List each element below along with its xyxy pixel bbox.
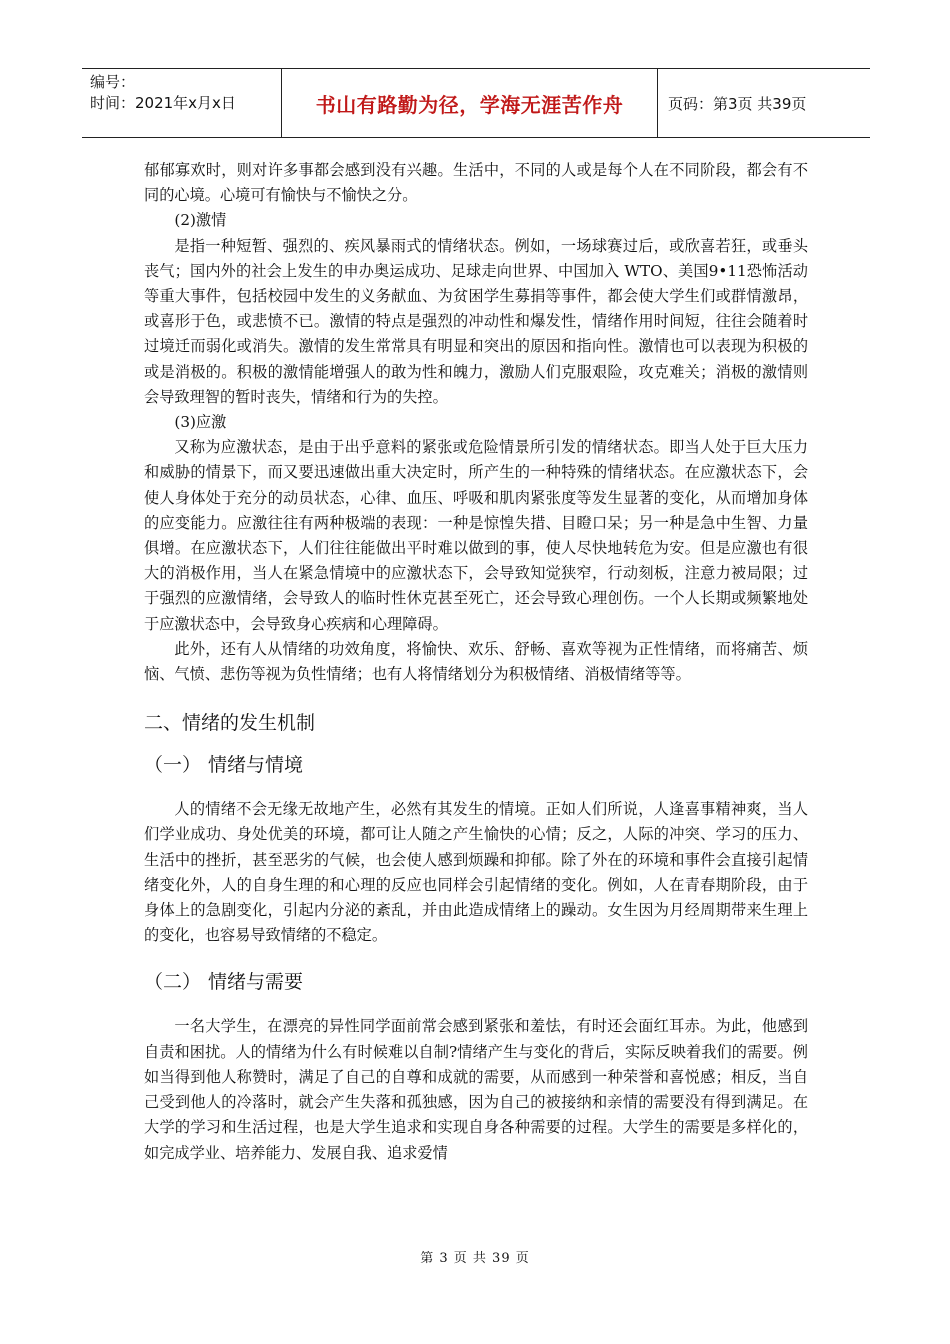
subheading-number: （一） [144,754,202,777]
page-header [82,68,870,138]
subheading-text: 情绪与情境 [208,754,304,777]
passion-paragraph: 是指一种短暂、强烈的、疾风暴雨式的情绪状态。例如，一场球赛过后，或欣喜若狂，或垂头丧气；国内外的社会上发生的申办奥运成功、足球走向世界、中国加入 WTO、美国9•11恐怖活动等重大事件，包括校园中发生的义务献血、为贫困学生募捐等事件，都会使大学生们或群情激昂，或喜形于色，或悲愤不已。激情的特点是强烈的冲动性和爆发性，情绪作用时间短，往往会随着时过境迁而弱化或消失。激情的发生常常具有明显和突出的原因和指向性。激情也可以表现为积极的或是消极的。积极的激情能增强人的敢为性和魄力，激励人们克服艰险，攻克难关；消极的激情则会导致理智的暂时丧失，情绪和行为的失控。 [144,236,808,406]
header-info-cell [82,69,282,137]
document-body [144,158,808,1166]
needs-paragraph: 一名大学生，在漂亮的异性同学面前常会感到紧张和羞怯，有时还会面红耳赤。为此，他感到自责和困扰。人的情绪为什么有时候难以自制?情绪产生与变化的背后，实际反映着我们的需要。例如当得到他人称赞时，满足了自己的自尊和成就的需要，从而感到一种荣誉和喜悦感；相反，当自己受到他人的冷落时，就会产生失落和孤独感，因为自己的被接纳和亲情的需要没有得到满足。在大学的学习和生活过程，也是大学生追求和实现自身各种需要的过程。大学生的需要是多样化的，如完成学业、培养能力、发展自我、追求爱情 [144,1017,808,1162]
subsection-title-passion: (2)激情 [174,211,227,230]
situation-paragraph: 人的情绪不会无缘无故地产生，必然有其发生的情境。正如人们所说，人逢喜事精神爽，当人们学业成功、身处优美的环境，都可让人随之产生愉快的心情；反之，人际的冲突、学习的压力、生活中的挫折，甚至恶劣的气候，也会使人感到烦躁和抑郁。除了外在的环境和事件会直接引起情绪变化外，人的自身生理的和心理的反应也同样会引起情绪的变化。例如，人在青春期阶段，由于身体上的急剧变化，引起内分泌的紊乱，并由此造成情绪上的躁动。女生因为月经周期带来生理上的变化，也容易导致情绪的不稳定。 [144,800,808,945]
intro-paragraph: 郁郁寡欢时，则对许多事都会感到没有兴趣。生活中，不同的人或是每个人在不同阶段，都会有不同的心境。心境可有愉快与不愉快之分。 [144,161,808,205]
extra-paragraph: 此外，还有人从情绪的功效角度，将愉快、欢乐、舒畅、喜欢等视为正性情绪，而将痛苦、烦恼、气愤、悲伤等视为负性情绪；也有人将情绪划分为积极情绪、消极情绪等等。 [144,639,808,684]
stress-paragraph: 又称为应激状态，是由于出乎意料的紧张或危险情景所引发的情绪状态。即当人处于巨大压力和威胁的情景下，而又要迅速做出重大决定时，所产生的一种特殊的情绪状态。在应激状态下，会使人身体处于充分的动员状态，心律、血压、呼吸和肌肉紧张度等发生显著的变化，从而增加身体的应变能力。应激往往有两种极端的表现：一种是惊惶失措、目瞪口呆；另一种是急中生智、力量俱增。在应激状态下，人们往往能做出平时难以做到的事，使人尽快地转危为安。但是应激也有很大的消极作用，当人在紧急情境中的应激状态下，会导致知觉狭窄，行动刻板，注意力被局限；过于强烈的应激情绪，会导致人的临时性休克甚至死亡，还会导致心理创伤。一个人长期或频繁地处于应激状态中，会导致身心疾病和心理障碍。 [144,438,808,633]
header-page-label: 页码：第3页 共39页 [668,94,807,113]
page-footer: 第 3 页 共 39 页 [420,1251,530,1266]
subheading-needs [144,968,808,996]
section-heading: 二、情绪的发生机制 [144,712,316,735]
date-label: 时间：2021年x月x日 [90,94,236,112]
subsection-title-stress: (3)应激 [174,413,227,432]
subheading-number: （二） [144,971,202,994]
subheading-situation [144,751,808,779]
header-motto: 书山有路勤为径，学海无涯苦作舟 [282,69,658,137]
subheading-text: 情绪与需要 [208,971,304,994]
number-label: 编号： [90,73,136,91]
